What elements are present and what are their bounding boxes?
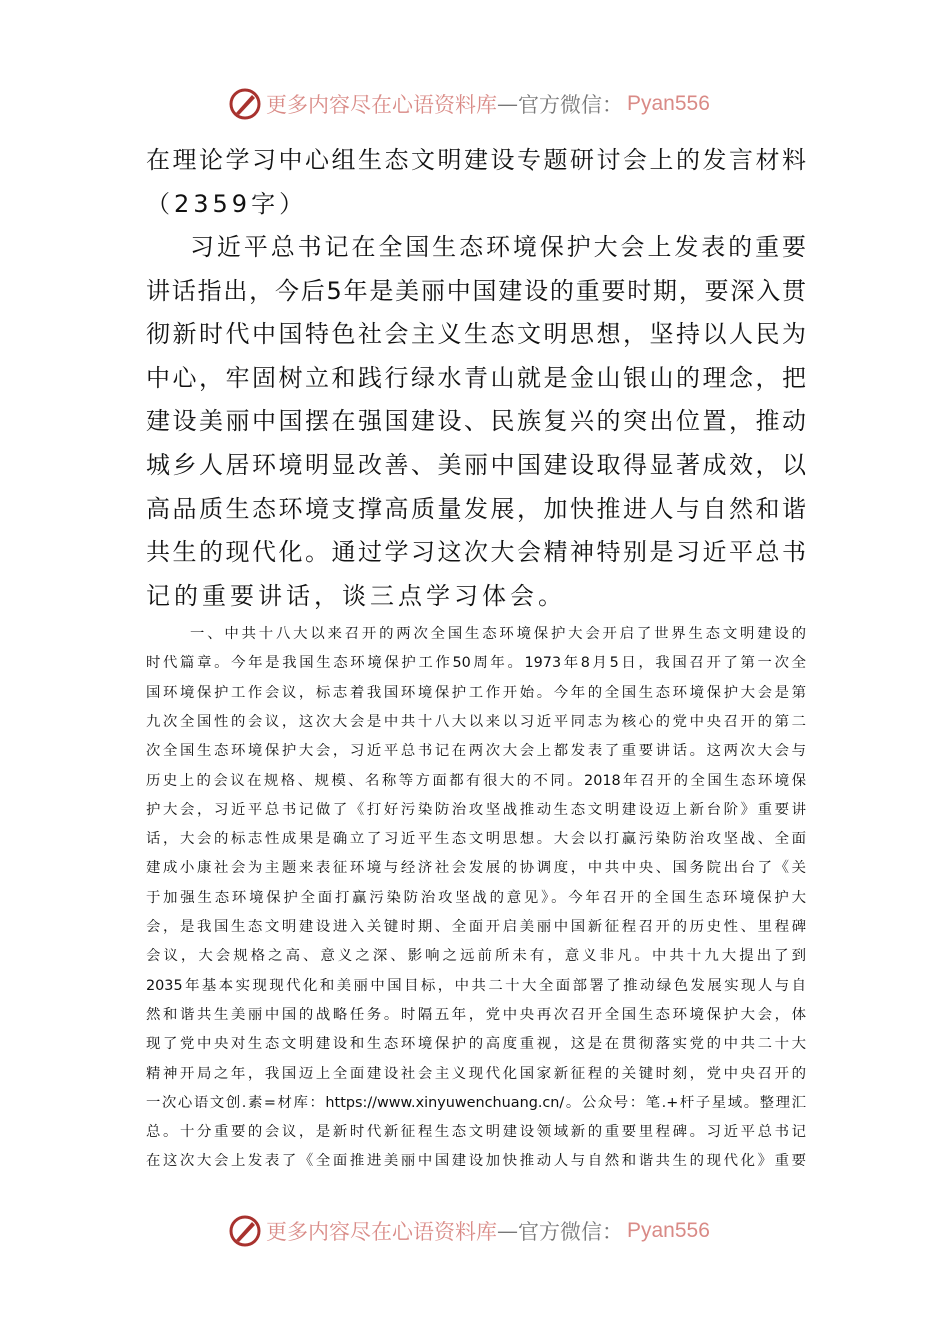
text-line: 高品质生态环境支撑高质量发展，加快推进人与自然和谐 xyxy=(146,494,806,523)
text-line: 总。十分重要的会议，是新时代新征程生态文明建设领域新的重要里程碑。习近平总书记 xyxy=(146,1124,806,1141)
text-line: 一次心语文创.素=材库：https://www.xinyuwenchuang.cn/。公众号：笔.+杆子星域。整理汇 xyxy=(146,1094,806,1111)
text-line: 护大会，习近平总书记做了《打好污染防治攻坚战推动生态文明建设迈上新台阶》重要讲 xyxy=(146,801,806,818)
text-line: 共生的现代化。通过学习这次大会精神特别是习近平总书 xyxy=(146,538,806,567)
text-line: 建成小康社会为主题来表征环境与经济社会发展的协调度，中共中央、国务院出台了《关 xyxy=(146,860,806,877)
title-line: （2359字） xyxy=(146,189,308,218)
watermark-site: 更多内容尽在心语资料库 xyxy=(266,93,497,117)
text-line: 建设美丽中国摆在强国建设、民族复兴的突出位置，推动 xyxy=(146,407,806,436)
title-line: 在理论学习中心组生态文明建设专题研讨会上的发言材料 xyxy=(146,146,806,174)
text-line: 然和谐共生美丽中国的战略任务。时隔五年，党中央再次召开全国生态环境保护大会，体 xyxy=(146,1006,806,1023)
pen-logo-icon xyxy=(228,1214,262,1248)
pen-logo-icon xyxy=(228,87,262,121)
watermark-id: Pyan556 xyxy=(627,1219,710,1242)
text-line: 于加强生态环境保护全面打赢污染防治攻坚战的意见》。今年召开的全国生态环境保护大 xyxy=(146,889,806,906)
text-line: 会议，大会规格之高、意义之深、影响之远前所未有，意义非凡。中共十九大提出了到 xyxy=(146,948,806,965)
watermark-id: Pyan556 xyxy=(627,92,710,115)
text-line: 中心，牢固树立和践行绿水青山就是金山银山的理念，把 xyxy=(146,363,806,392)
text-line: 历史上的会议在规格、规模、名称等方面都有很大的不同。2018年召开的全国生态环境保 xyxy=(146,772,806,789)
watermark-dash: — xyxy=(497,1219,518,1243)
text-line: 城乡人居环境明显改善、美丽中国建设取得显著成效，以 xyxy=(146,451,806,479)
text-line: 时代篇章。今年是我国生态环境保护工作50周年。1973年8月5日，我国召开了第一次全 xyxy=(146,655,806,672)
text-line: 现了党中央对生态文明建设和生态环境保护的高度重视，这是在贯彻落实党的中共二十大 xyxy=(146,1036,806,1053)
text-line: 精神开局之年，我国迈上全面建设社会主义现代化国家新征程的关键时刻，党中央召开的 xyxy=(146,1065,806,1082)
watermark-label: 官方微信： xyxy=(518,1220,623,1244)
text-line: 彻新时代中国特色社会主义生态文明思想，坚持以人民为 xyxy=(146,320,806,349)
text-line: 国环境保护工作会议，标志着我国环境保护工作开始。今年的全国生态环境保护大会是第 xyxy=(146,684,806,701)
text-line: 习近平总书记在全国生态环境保护大会上发表的重要 xyxy=(190,233,806,261)
text-line: 记的重要讲话，谈三点学习体会。 xyxy=(146,581,566,610)
text-line: 话，大会的标志性成果是确立了习近平生态文明思想。大会以打赢污染防治攻坚战、全面 xyxy=(146,831,806,848)
watermark-header xyxy=(228,84,710,124)
watermark-site: 更多内容尽在心语资料库 xyxy=(266,1220,497,1244)
text-line: 会，是我国生态文明建设进入关键时期、全面开启美丽中国新征程召开的历史性、里程碑 xyxy=(146,919,806,935)
text-line: 一、中共十八大以来召开的两次全国生态环境保护大会开启了世界生态文明建设的 xyxy=(190,626,806,642)
watermark-footer xyxy=(228,1211,710,1251)
text-line: 在这次大会上发表了《全面推进美丽中国建设加快推动人与自然和谐共生的现代化》重要 xyxy=(146,1153,806,1170)
watermark-label: 官方微信： xyxy=(518,93,623,117)
text-line: 次全国生态环境保护大会，习近平总书记在两次大会上都发表了重要讲话。这两次大会与 xyxy=(146,743,806,760)
watermark-dash: — xyxy=(497,92,518,116)
text-line: 2035年基本实现现代化和美丽中国目标，中共二十大全面部署了推动绿色发展实现人与自 xyxy=(146,977,806,994)
text-line: 九次全国性的会议，这次大会是中共十八大以来以习近平同志为核心的党中央召开的第二 xyxy=(146,713,806,730)
text-line: 讲话指出，今后5年是美丽中国建设的重要时期，要深入贯 xyxy=(146,276,806,305)
